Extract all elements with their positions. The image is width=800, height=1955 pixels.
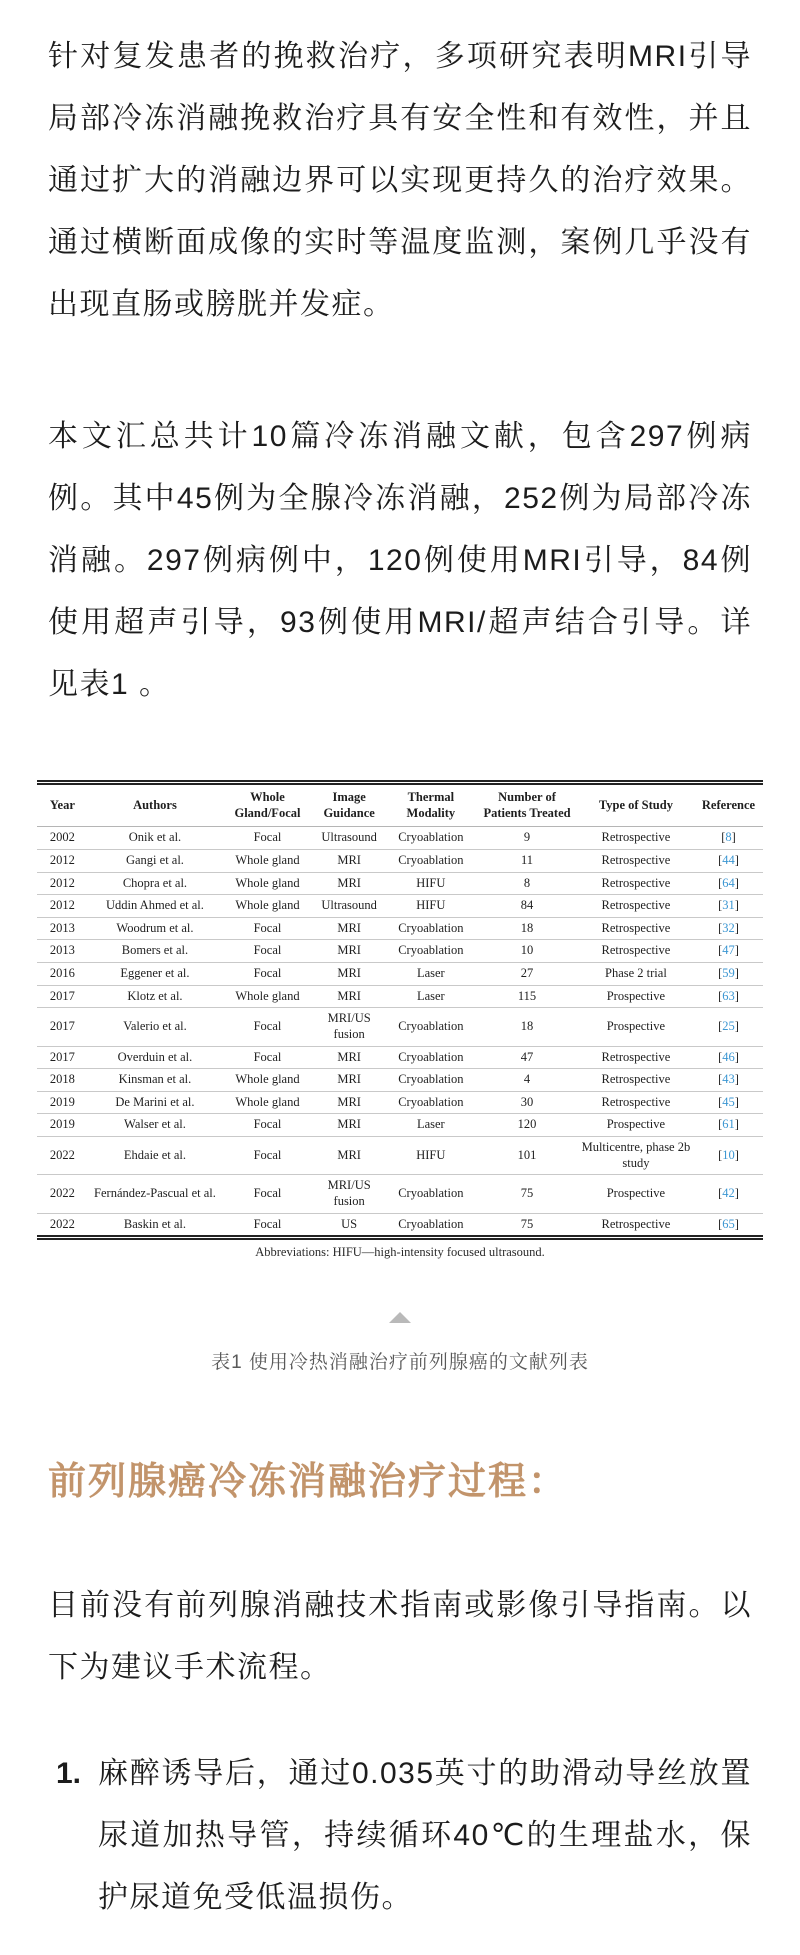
table-cell-gland: Whole gland (235, 988, 300, 1003)
table-cell-modality: HIFU (416, 875, 446, 890)
table-cell-year: 2019 (49, 1117, 75, 1132)
table-cell-reference (694, 827, 763, 850)
table-cell-year: 2002 (49, 830, 75, 845)
reference-link[interactable]: [47] (718, 943, 739, 958)
table-cell-modality: Cryoablation (398, 1019, 464, 1034)
column-header: Reference (701, 797, 756, 812)
table-row (37, 1175, 763, 1213)
table-cell-guidance: MRI (337, 852, 361, 867)
table-cell-gland: Focal (253, 830, 282, 845)
table-cell-modality: Cryoablation (398, 852, 464, 867)
table-cell-gland: Focal (253, 920, 282, 935)
reference-link[interactable]: [46] (718, 1049, 739, 1064)
table-cell-year: 2012 (49, 875, 75, 890)
table-cell-year: 2022 (49, 1147, 75, 1162)
table-cell-authors: Klotz et al. (127, 988, 183, 1003)
table-cell-year: 2012 (49, 852, 75, 867)
table-cell-modality: Cryoablation (398, 943, 464, 958)
table-cell-study: Retrospective (601, 943, 671, 958)
table-cell-modality: HIFU (416, 1147, 446, 1162)
table-cell-modality: Cryoablation (398, 1186, 464, 1201)
table-cell-year: 2018 (49, 1072, 75, 1087)
reference-link[interactable]: [8] (721, 830, 736, 845)
table-cell-reference (694, 1137, 763, 1175)
table-cell-guidance: Ultrasound (321, 898, 377, 913)
table-cell-reference (694, 985, 763, 1008)
table-row (37, 872, 763, 895)
table-cell-modality: Cryoablation (398, 1216, 464, 1231)
table-cell-modality: Cryoablation (398, 920, 464, 935)
table-cell-guidance: MRI (337, 1117, 361, 1132)
table-cell-study: Retrospective (601, 852, 671, 867)
table-cell-reference (694, 849, 763, 872)
table-cell-gland: Focal (253, 1049, 282, 1064)
table-cell-reference (694, 1069, 763, 1092)
table-cell-guidance: MRI/US fusion (327, 1178, 371, 1208)
reference-link[interactable]: [31] (718, 898, 739, 913)
list-item-number: 1. (56, 1757, 82, 1791)
table-row (37, 1114, 763, 1137)
table-cell-gland: Whole gland (235, 1094, 300, 1109)
table-cell-study: Prospective (606, 1019, 666, 1034)
table-cell-authors: Overduin et al. (117, 1049, 193, 1064)
table-cell-modality: HIFU (416, 898, 446, 913)
table-cell-modality: Laser (416, 1117, 445, 1132)
table-cell-year: 2013 (49, 943, 75, 958)
table-row (37, 917, 763, 940)
reference-link[interactable]: [42] (718, 1186, 739, 1201)
table-caption: 表1 使用冷热消融治疗前列腺癌的文献列表 (211, 1352, 589, 1374)
table-cell-study: Phase 2 trial (605, 966, 667, 980)
table-cell-authors: Valerio et al. (123, 1019, 187, 1034)
table-cell-patients: 75 (520, 1216, 534, 1231)
table-row (37, 940, 763, 963)
table-cell-study: Retrospective (601, 898, 671, 913)
table-cell-patients: 18 (520, 920, 534, 935)
table-cell-reference (694, 1046, 763, 1069)
table-cell-reference (694, 1091, 763, 1114)
column-header: Number of Patients Treated (483, 790, 571, 820)
table-cell-year: 2017 (49, 988, 75, 1003)
list-item (48, 1743, 752, 1929)
table-cell-study: Retrospective (601, 875, 671, 890)
table-cell-authors: Fernández-Pascual et al. (94, 1186, 216, 1201)
table-cell-study: Retrospective (601, 1049, 671, 1064)
table-cell-patients: 8 (523, 875, 531, 890)
table-cell-gland: Focal (253, 1216, 282, 1231)
table-cell-guidance: MRI (337, 1072, 361, 1087)
table-body (37, 827, 763, 1238)
column-header: Type of Study (598, 797, 673, 812)
table-row (37, 1008, 763, 1046)
table-cell-gland: Focal (253, 966, 282, 980)
column-header: Authors (133, 797, 177, 812)
table-cell-year: 2022 (49, 1186, 75, 1201)
reference-link[interactable]: [65] (718, 1216, 739, 1231)
table-cell-study: Prospective (606, 1186, 666, 1201)
paragraph-literature-summary: 本文汇总共计10篇冷冻消融文献，包含297例病例。其中45例为全腺冷冻消融，252例为局部冷冻消融。297例病例中，120例使用MRI引导，84例使用超声引导，93例使用MRI/超声结合引导。详见表1 。 (48, 420, 752, 701)
reference-link[interactable]: [63] (718, 988, 739, 1003)
table-cell-authors: Gangi et al. (125, 852, 184, 867)
table-cell-gland: Focal (253, 1117, 282, 1132)
table-cell-study: Prospective (606, 988, 666, 1003)
table-cell-guidance: MRI (337, 1147, 361, 1162)
literature-table-wrap (37, 780, 763, 1260)
reference-link[interactable]: [10] (718, 1147, 739, 1162)
table-cell-patients: 4 (523, 1072, 531, 1087)
table-cell-modality: Laser (416, 966, 445, 980)
table-cell-study: Retrospective (601, 1094, 671, 1109)
table-cell-patients: 84 (520, 898, 534, 913)
table-row (37, 985, 763, 1008)
table-cell-patients: 10 (520, 943, 534, 958)
table-cell-gland: Whole gland (235, 875, 300, 890)
reference-link[interactable]: [44] (718, 852, 739, 867)
table-cell-guidance: MRI (337, 943, 361, 958)
table-cell-reference (694, 872, 763, 895)
table-row (37, 827, 763, 850)
table-cell-guidance: MRI (337, 966, 361, 980)
table-cell-gland: Focal (253, 943, 282, 958)
table-row (37, 1213, 763, 1238)
table-cell-patients: 27 (520, 966, 534, 980)
reference-link[interactable]: [43] (718, 1072, 739, 1087)
column-header: Image Guidance (323, 790, 375, 820)
table-cell-reference (694, 1213, 763, 1238)
table-cell-modality: Cryoablation (398, 1094, 464, 1109)
table-cell-year: 2022 (49, 1216, 75, 1231)
table-row (37, 1069, 763, 1092)
table-cell-study: Multicentre, phase 2b study (581, 1140, 691, 1170)
table-cell-authors: Uddin Ahmed et al. (106, 898, 204, 913)
table-cell-study: Retrospective (601, 1072, 671, 1087)
table-cell-patients: 75 (520, 1186, 534, 1201)
table-row (37, 1137, 763, 1175)
table-cell-study: Retrospective (601, 1216, 671, 1231)
table-footnote: Abbreviations: HIFU—high-intensity focused ultrasound. (255, 1245, 545, 1260)
table-cell-authors: Ehdaie et al. (123, 1147, 187, 1162)
table-cell-guidance: US (341, 1216, 358, 1231)
table-cell-year: 2017 (49, 1049, 75, 1064)
table-row (37, 895, 763, 918)
table-cell-gland: Whole gland (235, 1072, 300, 1087)
table-cell-patients: 120 (517, 1117, 537, 1132)
table-cell-gland: Focal (253, 1019, 282, 1034)
table-cell-gland: Whole gland (235, 898, 300, 913)
reference-link[interactable]: [32] (718, 920, 739, 935)
table-cell-authors: Eggener et al. (120, 966, 190, 980)
table-cell-patients: 47 (520, 1049, 534, 1064)
table-cell-study: Prospective (606, 1117, 666, 1132)
table-cell-reference (694, 963, 763, 986)
table-cell-guidance: MRI (337, 1049, 361, 1064)
table-cell-authors: Baskin et al. (123, 1216, 187, 1231)
table-cell-modality: Cryoablation (398, 830, 464, 845)
table-cell-modality: Cryoablation (398, 1072, 464, 1087)
table-cell-gland: Whole gland (235, 852, 300, 867)
table-cell-year: 2016 (49, 966, 75, 980)
table-cell-guidance: Ultrasound (321, 830, 377, 845)
table-cell-guidance: MRI (337, 988, 361, 1003)
table-cell-study: Retrospective (601, 920, 671, 935)
table-cell-patients: 18 (520, 1019, 534, 1034)
table-cell-authors: Bomers et al. (121, 943, 189, 958)
table-cell-authors: Kinsman et al. (118, 1072, 192, 1087)
table-cell-reference (694, 940, 763, 963)
table-cell-reference (694, 1175, 763, 1213)
reference-link[interactable]: [25] (718, 1019, 739, 1034)
table-cell-authors: Onik et al. (128, 830, 182, 845)
table-cell-study: Retrospective (601, 830, 671, 845)
table-cell-year: 2017 (49, 1019, 75, 1034)
table-cell-gland: Focal (253, 1147, 282, 1162)
literature-table (37, 780, 763, 1240)
table-row (37, 1091, 763, 1114)
table-cell-guidance: MRI (337, 875, 361, 890)
table-cell-authors: De Marini et al. (115, 1094, 195, 1109)
column-header: Year (49, 797, 75, 812)
column-header: Whole Gland/Focal (234, 790, 301, 820)
paragraph-salvage-treatment: 针对复发患者的挽救治疗，多项研究表明MRI引导局部冷冻消融挽救治疗具有安全性和有效性，并且通过扩大的消融边界可以实现更持久的治疗效果。通过横断面成像的实时等温度监测，案例几乎没有出现直肠或膀胱并发症。 (48, 40, 752, 321)
table-cell-guidance: MRI (337, 1094, 361, 1109)
triangle-up-icon (389, 1312, 411, 1323)
reference-link[interactable]: [61] (718, 1117, 739, 1132)
table-cell-reference (694, 917, 763, 940)
table-cell-patients: 30 (520, 1094, 534, 1109)
table-cell-authors: Walser et al. (124, 1117, 186, 1132)
table-cell-modality: Laser (416, 988, 445, 1003)
table-row (37, 1046, 763, 1069)
table-cell-authors: Chopra et al. (122, 875, 188, 890)
section-heading-cryoablation-process: 前列腺癌冷冻消融治疗过程： (48, 1461, 569, 1504)
table-cell-year: 2013 (49, 920, 75, 935)
list-item-text: 麻醉诱导后，通过0.035英寸的助滑动导丝放置尿道加热导管，持续循环40℃的生理盐水，保护尿道免受低温损伤。 (98, 1757, 752, 1915)
table-header-row (37, 783, 763, 827)
table-row (37, 849, 763, 872)
table-row (37, 963, 763, 986)
table-cell-patients: 11 (520, 852, 534, 867)
table-cell-year: 2019 (49, 1094, 75, 1109)
table-cell-guidance: MRI (337, 920, 361, 935)
table-cell-reference (694, 1008, 763, 1046)
reference-link[interactable]: [59] (718, 966, 739, 980)
table-cell-gland: Focal (253, 1186, 282, 1201)
paragraph-no-guidelines: 目前没有前列腺消融技术指南或影像引导指南。以下为建议手术流程。 (48, 1589, 752, 1685)
table-cell-patients: 115 (517, 988, 537, 1003)
table-cell-guidance: MRI/US fusion (327, 1011, 371, 1041)
table-cell-patients: 9 (523, 830, 531, 845)
reference-link[interactable]: [64] (718, 875, 739, 890)
table-cell-year: 2012 (49, 898, 75, 913)
column-header: Thermal Modality (406, 790, 456, 820)
table-cell-authors: Woodrum et al. (116, 920, 194, 935)
table-cell-reference (694, 895, 763, 918)
table-cell-modality: Cryoablation (398, 1049, 464, 1064)
reference-link[interactable]: [45] (718, 1094, 739, 1109)
procedure-list (48, 1743, 752, 1929)
table-cell-reference (694, 1114, 763, 1137)
table-cell-patients: 101 (517, 1147, 537, 1162)
